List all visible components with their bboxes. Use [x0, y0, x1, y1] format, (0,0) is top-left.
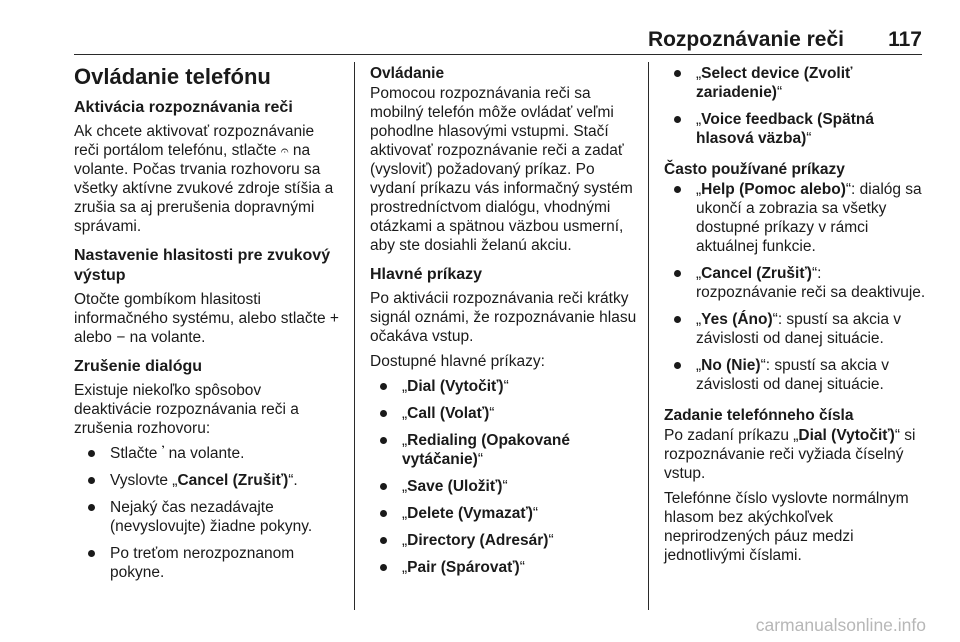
list-item: Po treťom nerozpoznanom pokyne. [74, 544, 342, 582]
frequent-commands-list [664, 180, 926, 394]
list-item: „No (Nie)“: spustí sa akcia v závislosti od danej situácie. [664, 356, 926, 394]
heading-frequent: Často používané príkazy [664, 161, 845, 178]
list-item: Nejaký čas nezadávajte (nevyslovujte) žiadne pokyny. [74, 498, 342, 536]
list-item: „Dial (Vytočiť)“ [370, 377, 638, 396]
paragraph-control: Pomocou rozpoznávania reči sa mobilný telefón môže ovládať veľmi pohodlne hlasovými vstupmi. Stačí aktivovať rozpoznávanie reči a zadať (vysloviť) požadovaný príkaz. Po vydaní príkazu vás informačný systém prostredníctvom dialógu, vhodnými otázkami a spätnou väzbou usmerní, aby ste dosiahli želanú akciu. [370, 85, 633, 254]
paragraph-available: Dostupné hlavné príkazy: [370, 353, 545, 370]
chapter-title: Ovládanie telefónu [74, 64, 271, 89]
list-item: „Delete (Vymazať)“ [370, 504, 638, 523]
paragraph-cancel: Existuje niekoľko spôsobov deaktivácie rozpoznávania reči a zrušenia rozhovoru: [74, 382, 299, 437]
heading-phone-number: Zadanie telefónneho čísla [664, 407, 854, 424]
column-divider [648, 62, 649, 610]
paragraph-volume: Otočte gombíkom hlasitosti informačného systému, alebo stlačte + alebo − na volante. [74, 291, 339, 346]
column-1 [74, 64, 342, 590]
column-divider [354, 62, 355, 610]
column-3 [664, 64, 926, 571]
list-item: Vyslovte „Cancel (Zrušiť)“. [74, 471, 342, 490]
list-item: „Save (Uložiť)“ [370, 477, 638, 496]
main-commands-list [370, 377, 638, 577]
watermark: carmanualsonline.info [755, 615, 926, 635]
list-item: „Redialing (Opakované vytáčanie)“ [370, 431, 638, 469]
heading-volume: Nastavenie hlasitosti pre zvukový výstup [74, 247, 331, 284]
cancel-call-icon: 𝄒 [161, 445, 165, 461]
column-2 [370, 64, 638, 585]
heading-main-commands: Hlavné príkazy [370, 266, 483, 283]
list-item: Stlačte 𝄒 na volante. [74, 444, 342, 463]
list-item: „Select device (Zvoliť zariadenie)“ [664, 64, 926, 102]
list-item: „Cancel (Zrušiť)“: rozpoznávanie reči sa deaktivuje. [664, 264, 926, 302]
list-item: „Help (Pomoc alebo)“: dialóg sa ukončí a zobrazia sa všetky dostupné príkazy v rámci aktuálnej funkcie. [664, 180, 926, 256]
heading-activation: Aktivácia rozpoznávania reči [74, 99, 293, 116]
paragraph-main: Po aktivácii rozpoznávania reči krátky signál oznámi, že rozpoznávanie hlasu očakáva vstup. [370, 290, 637, 345]
paragraph-number: Po zadaní príkazu „Dial (Vytočiť)“ si rozpoznávanie reči vyžiada číselný vstup. [664, 427, 916, 482]
list-item: „Voice feedback (Spätná hlasová väzba)“ [664, 110, 926, 148]
list-item: „Call (Volať)“ [370, 404, 638, 423]
more-commands-list [664, 64, 926, 148]
cancel-methods-list [74, 444, 342, 582]
phone-voice-icon: 𝄐 [280, 142, 289, 158]
list-item: „Directory (Adresár)“ [370, 531, 638, 550]
section-title: Rozpoznávanie reči [647, 28, 844, 51]
paragraph-number-2: Telefónne číslo vyslovte normálnym hlasom bez akýchkoľvek neprirodzených páuz medzi jednotlivými číslami. [664, 490, 909, 564]
page-header [74, 28, 922, 55]
heading-cancel: Zrušenie dialógu [74, 358, 203, 375]
heading-control: Ovládanie [370, 65, 445, 82]
list-item: „Pair (Spárovať)“ [370, 558, 638, 577]
list-item: „Yes (Áno)“: spustí sa akcia v závislosti od danej situácie. [664, 310, 926, 348]
page-number: 117 [888, 28, 922, 51]
paragraph-activation: Ak chcete aktivovať rozpoznávanie reči portálom telefónu, stlačte 𝄐 na volante. Počas trvania rozhovoru sa všetky aktívne zvukové zdroje stíšia a zrušia sa aj prerušenia dopravnými správami. [74, 123, 334, 235]
